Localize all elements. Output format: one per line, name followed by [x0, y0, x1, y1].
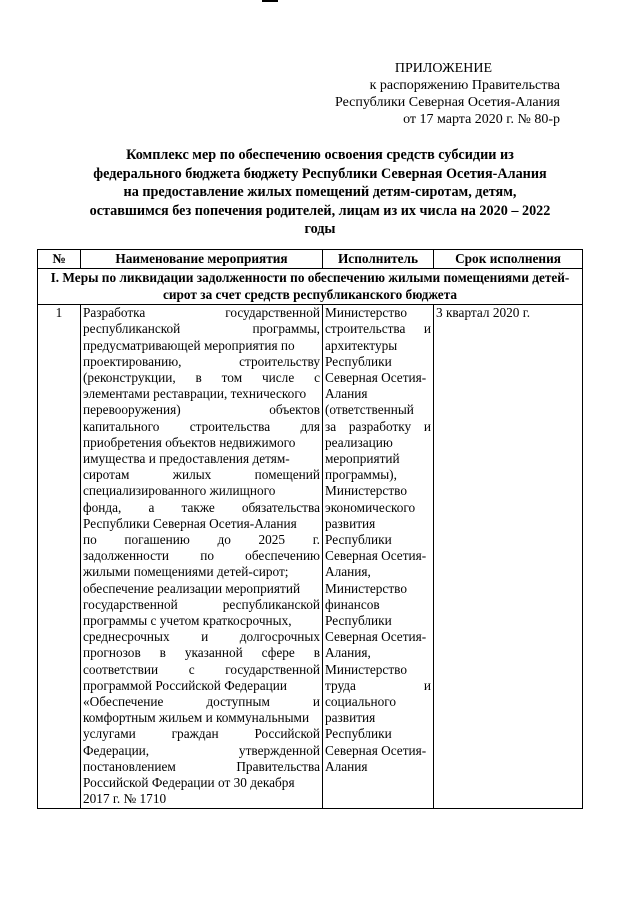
executor-line: Алания	[325, 758, 368, 774]
executor-line: Северная Осетия-	[325, 370, 427, 386]
appendix-heading: ПРИЛОЖЕНИЕ	[394, 61, 492, 76]
executor-line: Министерство	[325, 580, 407, 596]
measure-name-line: проектированию, строительству	[83, 353, 320, 369]
executor-line: мероприятий	[325, 451, 400, 467]
executor-line: реализацию	[325, 434, 393, 450]
measure-name-line: Федерации, утвержденной	[83, 742, 320, 758]
title-line: Комплекс мер по обеспечению освоения средств субсидии из	[126, 147, 514, 163]
measure-name-line: услугами граждан Российской	[83, 726, 320, 742]
executor-line: Республики	[325, 353, 392, 369]
measure-name-line: среднесрочных и долгосрочных	[83, 629, 320, 645]
measure-name-line: Республики Северная Осетия-Алания	[83, 515, 297, 531]
appendix-line: от 17 марта 2020 г. № 80-р	[403, 112, 560, 127]
measures-table	[37, 249, 583, 809]
measure-name-line: «Обеспечение доступным и	[83, 694, 320, 710]
measure-name-line: перевооружения) объектов	[83, 402, 320, 418]
appendix-block	[300, 60, 560, 128]
measure-name-line: государственной республиканской	[83, 596, 320, 612]
executor-line: архитектуры	[325, 337, 398, 353]
measure-name-line: прогнозов в указанной сфере в	[83, 645, 320, 661]
table-header-row	[38, 250, 583, 269]
title-line: на предоставление жилых помещений детям-сиротам, детям,	[123, 184, 517, 200]
row-number: 1	[38, 305, 81, 808]
executor-line: Министерство	[325, 661, 407, 677]
executor-line: (ответственный	[325, 402, 414, 418]
measure-name-line: предусматривающей мероприятия по	[83, 337, 295, 353]
title-line: федерального бюджета бюджету Республики Северная Осетия-Алания	[93, 165, 547, 182]
measure-name-line: Разработка государственной	[83, 305, 320, 321]
executor-line: строительства и	[325, 321, 431, 337]
measure-name-line: приобретения объектов недвижимого	[83, 434, 296, 450]
deadline-cell: 3 квартал 2020 г.	[434, 305, 583, 808]
executor-line: Алания	[325, 386, 368, 402]
measure-name-line: 2017 г. № 1710	[83, 791, 167, 807]
executor-line: Республики	[325, 532, 392, 548]
executor-line: Республики	[325, 726, 392, 742]
measure-name-line: обеспечение реализации мероприятий	[83, 580, 301, 596]
measure-name-line: программы с учетом краткосрочных,	[83, 613, 292, 629]
header-executor: Исполнитель	[323, 250, 434, 269]
executor-line: Министерство	[325, 305, 407, 321]
measure-name-line: капитального строительства для	[83, 418, 320, 434]
section-title: I. Меры по ликвидации задолженности по обеспечению жилыми помещениями детей-сирот за счет средств республиканского бюджета	[38, 269, 583, 305]
top-mark	[262, 0, 278, 2]
measure-name-line: соответствии с государственной	[83, 661, 320, 677]
section-row	[38, 269, 583, 305]
appendix-line: к распоряжению Правительства	[369, 78, 560, 93]
executor-cell	[323, 305, 434, 808]
executor-line: Министерство	[325, 483, 407, 499]
executor-line: развития	[325, 515, 376, 531]
measure-name-line: специализированного жилищного	[83, 483, 276, 499]
measure-name-line: комфортным жильем и коммунальными	[83, 710, 310, 726]
measure-name-cell	[81, 305, 323, 808]
measure-name-line: (реконструкции, в том числе с	[83, 370, 320, 386]
executor-line: социального	[325, 694, 397, 710]
executor-line: Северная Осетия-	[325, 742, 427, 758]
title-line: годы	[304, 221, 336, 237]
document-title	[50, 146, 590, 239]
title-line: оставшимся без попечения родителей, лицам из их числа на 2020 – 2022	[89, 202, 551, 219]
measure-name-line: задолженности по обеспечению	[83, 548, 320, 564]
executor-line: Алания,	[325, 564, 371, 580]
measure-name-line: имущества и предоставления детям-	[83, 451, 290, 467]
executor-line: труда и	[325, 677, 431, 693]
appendix-line: Республики Северная Осетия-Алания	[335, 95, 560, 110]
executor-line: экономического	[325, 499, 416, 515]
measure-name-line: по погашению до 2025 г.	[83, 532, 320, 548]
executor-line: за разработку и	[325, 418, 431, 434]
table-row	[38, 305, 583, 808]
executor-line: Северная Осетия-	[325, 548, 427, 564]
header-measure-name: Наименование мероприятия	[81, 250, 323, 269]
measure-name-line: элементами реставрации, технического	[83, 386, 307, 402]
measure-name-line: постановлением Правительства	[83, 758, 320, 774]
measure-name-line: республиканской программы,	[83, 321, 320, 337]
executor-line: развития	[325, 710, 376, 726]
executor-line: Республики	[325, 613, 392, 629]
executor-line: Алания,	[325, 645, 371, 661]
measure-name-line: фонда, а также обязательства	[83, 499, 320, 515]
measure-name-line: Российской Федерации от 30 декабря	[83, 775, 295, 791]
executor-line: финансов	[325, 596, 380, 612]
header-number: №	[38, 250, 81, 269]
executor-line: программы),	[325, 467, 397, 483]
header-deadline: Срок исполнения	[434, 250, 583, 269]
measure-name-line: сиротам жилых помещений	[83, 467, 320, 483]
measure-name-line: жилыми помещениями детей-сирот;	[83, 564, 289, 580]
executor-line: Северная Осетия-	[325, 629, 427, 645]
measure-name-line: программой Российской Федерации	[83, 677, 287, 693]
